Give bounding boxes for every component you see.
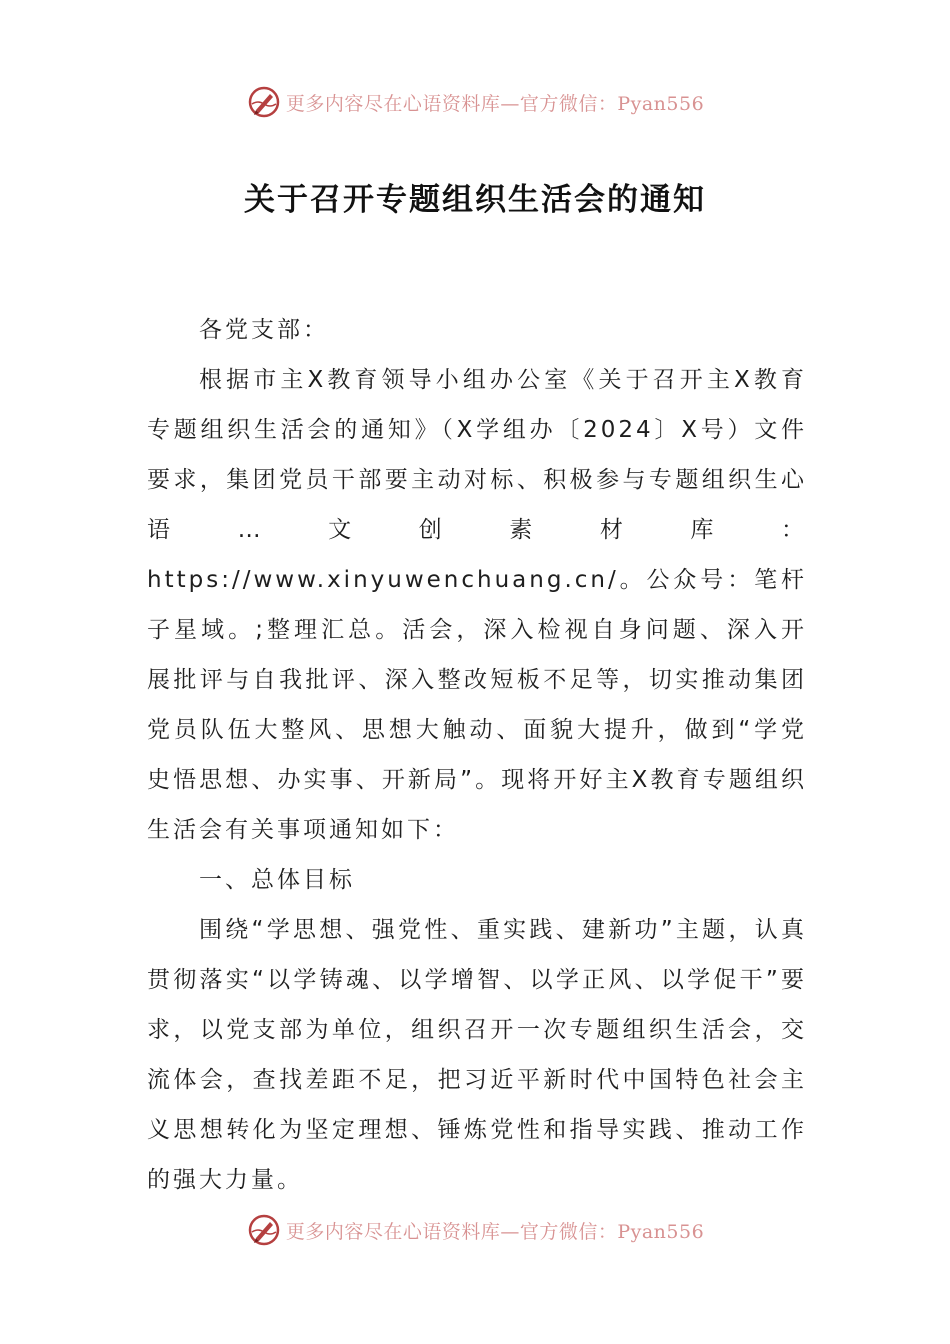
paragraph-goal: 围绕“学思想、强党性、重实践、建新功”主题，认真贯彻落实“以学铸魂、以学增智、以学正风、以学促干”要求，以党支部为单位，组织召开一次专题组织生活会，交流体会，查找差距不足，把习近平新时代中国特色社会主义思想转化为坚定理想、锤炼党性和指导实践、推动工作的强大力量。 (147, 917, 807, 1193)
pen-circle-logo-icon (246, 84, 282, 120)
watermark-footer (0, 1210, 950, 1250)
document-body (147, 305, 807, 1205)
pen-circle-logo-icon (246, 1212, 282, 1248)
paragraph-intro: 根据市主X教育领导小组办公室《关于召开主X教育专题组织生活会的通知》（X学组办〔2024〕X号）文件要求，集团党员干部要主动对标、积极参与专题组织生心语…文创素材库：https://www.xinyuwenchuang.cn/。公众号：笔杆子星域。;整理汇总。活会，深入检视自身问题、深入开展批评与自我批评、深入整改短板不足等，切实推动集团党员队伍大整风、思想大触动、面貌大提升，做到“学党史悟思想、办实事、开新局”。现将开好主X教育专题组织生活会有关事项通知如下： (147, 367, 807, 843)
watermark-text: 更多内容尽在心语资料库—官方微信：Pyan556 (285, 1220, 705, 1243)
salutation: 各党支部： (199, 317, 329, 343)
document-title: 关于召开专题组织生活会的通知 (244, 182, 706, 218)
watermark-text: 更多内容尽在心语资料库—官方微信：Pyan556 (285, 92, 705, 115)
watermark-header (0, 82, 950, 122)
section-heading: 一、总体目标 (199, 867, 355, 893)
